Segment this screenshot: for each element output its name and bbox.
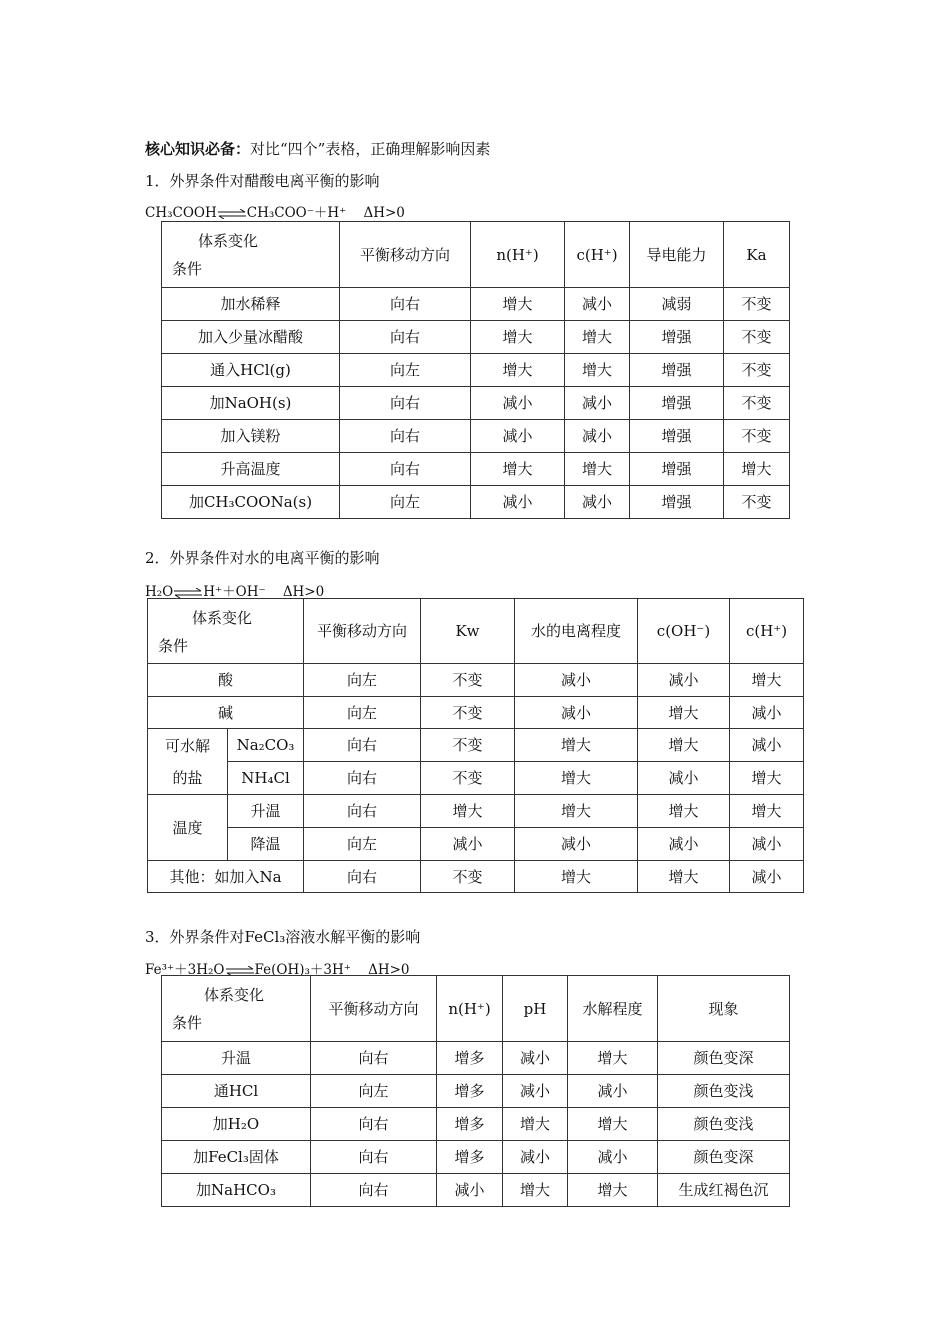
cell: 减小 — [730, 697, 804, 729]
cell: 减小 — [730, 861, 804, 893]
cell: 增大 — [471, 288, 565, 321]
cell: 减小 — [565, 387, 630, 420]
table-row — [162, 354, 790, 387]
cell: 向左 — [304, 697, 421, 729]
cell: 增大 — [730, 664, 804, 697]
header-cond-top: 体系变化 — [204, 986, 265, 1004]
fecl3-hydrolysis-table — [161, 975, 790, 1207]
row-condition: 通入HCl(g) — [162, 354, 340, 387]
cell: 向右 — [311, 1174, 437, 1207]
cell: 增大 — [724, 453, 790, 486]
cell: 增大 — [515, 729, 638, 762]
cell: 增大 — [565, 453, 630, 486]
cell: 减小 — [421, 828, 515, 861]
cell: 减小 — [515, 828, 638, 861]
eq2-dh: ΔH>0 — [282, 584, 325, 600]
cell: 增大 — [638, 697, 730, 729]
cell: 增大 — [568, 1042, 658, 1075]
table-row — [162, 420, 790, 453]
cell: 增强 — [630, 387, 724, 420]
header-cond-top: 体系变化 — [198, 232, 259, 250]
cell: 向左 — [304, 664, 421, 697]
cell: 增大 — [471, 354, 565, 387]
cell: 向右 — [311, 1141, 437, 1174]
table-row — [148, 861, 804, 893]
cell: 颜色变浅 — [658, 1075, 790, 1108]
group-label-salt — [148, 729, 228, 795]
cell: 减小 — [471, 486, 565, 519]
cell: 向右 — [340, 387, 471, 420]
cell: 增大 — [471, 453, 565, 486]
header-condition-cell — [162, 976, 311, 1042]
cell: 向右 — [311, 1108, 437, 1141]
row-condition: Na₂CO₃ — [228, 729, 304, 762]
table-row — [162, 453, 790, 486]
cell: 增大 — [730, 795, 804, 828]
row-condition: 加CH₃COONa(s) — [162, 486, 340, 519]
header-col: Kw — [421, 599, 515, 664]
cell: 生成红褐色沉 — [658, 1174, 790, 1207]
table-row — [162, 387, 790, 420]
cell: 减小 — [503, 1075, 568, 1108]
cell: 减小 — [437, 1174, 503, 1207]
table-row — [162, 1141, 790, 1174]
heading-bold: 核心知识必备： — [145, 140, 251, 158]
cell: 向右 — [340, 453, 471, 486]
header-cond-bottom: 条件 — [172, 260, 203, 278]
row-condition: 碱 — [148, 697, 304, 729]
row-condition: 降温 — [228, 828, 304, 861]
row-condition: 升高温度 — [162, 453, 340, 486]
table-row — [162, 288, 790, 321]
cell: 向左 — [340, 486, 471, 519]
header-col: c(H⁺) — [565, 222, 630, 288]
header-col: Ka — [724, 222, 790, 288]
cell: 不变 — [421, 861, 515, 893]
eq1-left: CH₃COOH — [145, 205, 217, 221]
cell: 向右 — [304, 861, 421, 893]
heading-text: 对比“四个”表格，正确理解影响因素 — [250, 140, 491, 158]
table-row — [162, 1108, 790, 1141]
cell: 向右 — [340, 288, 471, 321]
cell: 向右 — [304, 729, 421, 762]
table-row — [162, 1075, 790, 1108]
core-knowledge-heading — [145, 138, 490, 159]
row-condition: 酸 — [148, 664, 304, 697]
cell: 增大 — [568, 1108, 658, 1141]
equilibrium-arrow-icon — [225, 966, 255, 976]
cell: 增大 — [638, 729, 730, 762]
row-condition: 加入镁粉 — [162, 420, 340, 453]
cell: 增大 — [730, 762, 804, 795]
cell: 不变 — [724, 387, 790, 420]
header-col: 现象 — [658, 976, 790, 1042]
table-row — [148, 664, 804, 697]
cell: 不变 — [724, 420, 790, 453]
cell: 不变 — [724, 321, 790, 354]
cell: 减小 — [565, 288, 630, 321]
cell: 减小 — [565, 420, 630, 453]
cell: 减小 — [730, 828, 804, 861]
cell: 增大 — [515, 861, 638, 893]
row-condition: 升温 — [228, 795, 304, 828]
cell: 增多 — [437, 1042, 503, 1075]
cell: 增强 — [630, 321, 724, 354]
salt-label-b: 的盐 — [172, 768, 203, 787]
cell: 减小 — [471, 420, 565, 453]
section2-equation — [145, 580, 324, 600]
cell: 减小 — [515, 697, 638, 729]
cell: 增大 — [503, 1108, 568, 1141]
row-condition: 升温 — [162, 1042, 311, 1075]
table-row — [148, 828, 804, 861]
header-col: 水解程度 — [568, 976, 658, 1042]
row-condition: 加入少量冰醋酸 — [162, 321, 340, 354]
cell: 不变 — [724, 288, 790, 321]
cell: 增大 — [638, 861, 730, 893]
eq2-right: H⁺＋OH⁻ — [203, 584, 266, 600]
cell: 不变 — [724, 354, 790, 387]
cell: 向右 — [340, 321, 471, 354]
table-row — [162, 1174, 790, 1207]
cell: 减小 — [565, 486, 630, 519]
cell: 向左 — [340, 354, 471, 387]
cell: 减小 — [568, 1075, 658, 1108]
header-cond-top: 体系变化 — [192, 609, 253, 627]
table-row — [148, 697, 804, 729]
header-col: 导电能力 — [630, 222, 724, 288]
cell: 向右 — [304, 762, 421, 795]
row-condition: 其他：如加入Na — [148, 861, 304, 893]
header-col: c(H⁺) — [730, 599, 804, 664]
cell: 不变 — [421, 664, 515, 697]
header-col: pH — [503, 976, 568, 1042]
acetic-acid-table — [161, 221, 790, 519]
header-cond-bottom: 条件 — [158, 637, 189, 655]
header-col: 平衡移动方向 — [304, 599, 421, 664]
row-condition: NH₄Cl — [228, 762, 304, 795]
cell: 增大 — [568, 1174, 658, 1207]
header-condition-cell — [148, 599, 304, 664]
cell: 减小 — [568, 1141, 658, 1174]
cell: 颜色变浅 — [658, 1108, 790, 1141]
header-col: n(H⁺) — [471, 222, 565, 288]
cell: 减小 — [730, 729, 804, 762]
table-row — [148, 729, 804, 762]
cell: 向右 — [304, 795, 421, 828]
table-row — [148, 795, 804, 828]
cell: 增大 — [503, 1174, 568, 1207]
cell: 减弱 — [630, 288, 724, 321]
section3-title: 3．外界条件对FeCl₃溶液水解平衡的影响 — [145, 928, 421, 946]
header-col: n(H⁺) — [437, 976, 503, 1042]
salt-label-a: 可水解 — [164, 736, 210, 755]
cell: 增大 — [471, 321, 565, 354]
eq3-left: Fe³⁺＋3H₂O — [145, 962, 225, 978]
eq3-dh: ΔH>0 — [368, 962, 410, 978]
table-row — [162, 321, 790, 354]
cell: 减小 — [638, 762, 730, 795]
cell: 减小 — [503, 1042, 568, 1075]
header-col: c(OH⁻) — [638, 599, 730, 664]
cell: 减小 — [503, 1141, 568, 1174]
cell: 颜色变深 — [658, 1042, 790, 1075]
water-ionization-table — [147, 598, 804, 893]
header-col: 平衡移动方向 — [340, 222, 471, 288]
cell: 增强 — [630, 453, 724, 486]
row-condition: 加NaHCO₃ — [162, 1174, 311, 1207]
cell: 不变 — [421, 697, 515, 729]
table-row — [162, 1042, 790, 1075]
row-condition: 加水稀释 — [162, 288, 340, 321]
header-col: 平衡移动方向 — [311, 976, 437, 1042]
equilibrium-arrow-icon — [173, 588, 203, 598]
section1-equation — [145, 201, 405, 221]
cell: 不变 — [724, 486, 790, 519]
cell: 增大 — [565, 354, 630, 387]
cell: 颜色变深 — [658, 1141, 790, 1174]
cell: 向左 — [304, 828, 421, 861]
section1-title: 1．外界条件对醋酸电离平衡的影响 — [145, 172, 380, 190]
section2-title: 2．外界条件对水的电离平衡的影响 — [145, 549, 380, 567]
cell: 增强 — [630, 354, 724, 387]
cell: 减小 — [638, 828, 730, 861]
cell: 增强 — [630, 420, 724, 453]
row-condition: 加H₂O — [162, 1108, 311, 1141]
eq3-right: Fe(OH)₃＋3H⁺ — [254, 962, 351, 978]
cell: 向左 — [311, 1075, 437, 1108]
row-condition: 加NaOH(s) — [162, 387, 340, 420]
cell: 减小 — [471, 387, 565, 420]
cell: 增多 — [437, 1108, 503, 1141]
cell: 增多 — [437, 1141, 503, 1174]
cell: 增大 — [515, 762, 638, 795]
cell: 增大 — [565, 321, 630, 354]
eq1-right: CH₃COO⁻＋H⁺ — [246, 205, 347, 221]
header-col: 水的电离程度 — [515, 599, 638, 664]
eq2-left: H₂O — [145, 584, 174, 600]
cell: 不变 — [421, 729, 515, 762]
cell: 增大 — [638, 795, 730, 828]
cell: 向右 — [340, 420, 471, 453]
header-cond-bottom: 条件 — [172, 1014, 203, 1032]
cell: 不变 — [421, 762, 515, 795]
cell: 增大 — [421, 795, 515, 828]
row-condition: 加FeCl₃固体 — [162, 1141, 311, 1174]
cell: 增强 — [630, 486, 724, 519]
equilibrium-arrow-icon — [217, 209, 247, 219]
eq1-dh: ΔH>0 — [363, 205, 405, 221]
table-row — [148, 762, 804, 795]
row-condition: 通HCl — [162, 1075, 311, 1108]
table-row — [162, 486, 790, 519]
cell: 减小 — [515, 664, 638, 697]
header-condition-cell — [162, 222, 340, 288]
cell: 向右 — [311, 1042, 437, 1075]
group-label-temp: 温度 — [148, 795, 228, 861]
cell: 增多 — [437, 1075, 503, 1108]
cell: 减小 — [638, 664, 730, 697]
cell: 增大 — [515, 795, 638, 828]
